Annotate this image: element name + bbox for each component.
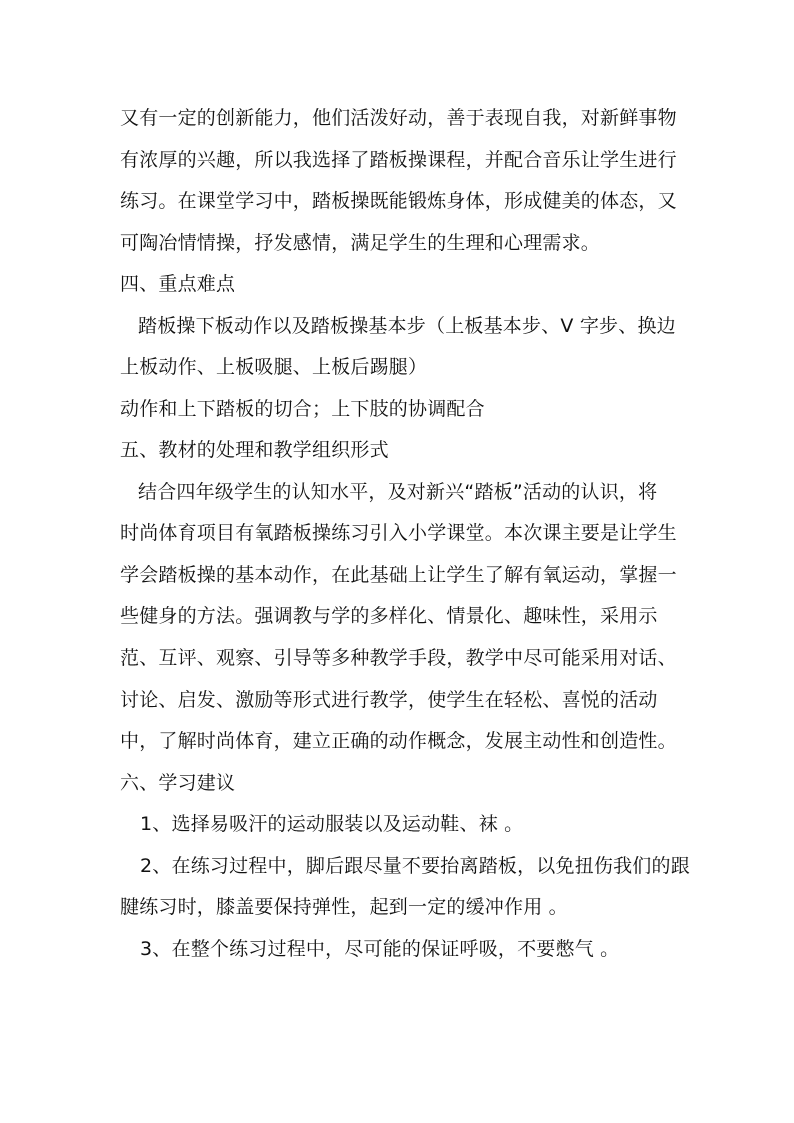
section-heading: 四、重点难点 (120, 273, 236, 295)
body-text-line: 可陶冶情情操，抒发感情，满足学生的生理和心理需求。 (120, 232, 601, 254)
body-text-line: 有浓厚的兴趣，所以我选择了踏板操课程，并配合音乐让学生进行 (120, 149, 677, 171)
body-text-line: 腱练习时，膝盖要保持弹性，起到一定的缓冲作用 。 (120, 896, 568, 918)
section-heading: 六、学习建议 (120, 772, 236, 794)
body-text-line: 中，了解时尚体育，建立正确的动作概念，发展主动性和创造性。 (120, 730, 677, 752)
body-text-line: 又有一定的创新能力，他们活泼好动，善于表现自我，对新鲜事物 (120, 107, 677, 129)
body-text-line: 学会踏板操的基本动作，在此基础上让学生了解有氧运动，掌握一 (120, 564, 677, 586)
body-text-line: 动作和上下踏板的切合；上下肢的协调配合 (120, 398, 485, 420)
body-text-line: 讨论、启发、激励等形式进行教学，使学生在轻松、喜悦的活动 (120, 689, 658, 711)
section-heading: 五、教材的处理和教学组织形式 (120, 439, 389, 461)
body-text-line: 时尚体育项目有氧踏板操练习引入小学课堂。本次课主要是让学生 (120, 522, 677, 544)
body-text-line: 范、互评、观察、引导等多种教学手段，教学中尽可能采用对话、 (120, 647, 677, 669)
body-text-line: 些健身的方法。强调教与学的多样化、情景化、趣味性，采用示 (120, 605, 658, 627)
body-text-line: 练习。在课堂学习中，踏板操既能锻炼身体，形成健美的体态，又 (120, 190, 677, 212)
list-item: 3、在整个练习过程中，尽可能的保证呼吸，不要憋气 。 (140, 938, 620, 960)
list-item: 2、在练习过程中，脚后跟尽量不要抬离踏板，以免扭伤我们的跟 (140, 855, 690, 877)
body-text-line: 上板动作、上板吸腿、上板后踢腿） (120, 356, 428, 378)
body-text-line: 踏板操下板动作以及踏板操基本步（上板基本步、V 字步、换边 (138, 315, 676, 337)
body-text-line: 结合四年级学生的认知水平，及对新兴“踏板”活动的认识，将 (138, 481, 658, 503)
list-item: 1、选择易吸汗的运动服装以及运动鞋、袜 。 (140, 813, 524, 835)
